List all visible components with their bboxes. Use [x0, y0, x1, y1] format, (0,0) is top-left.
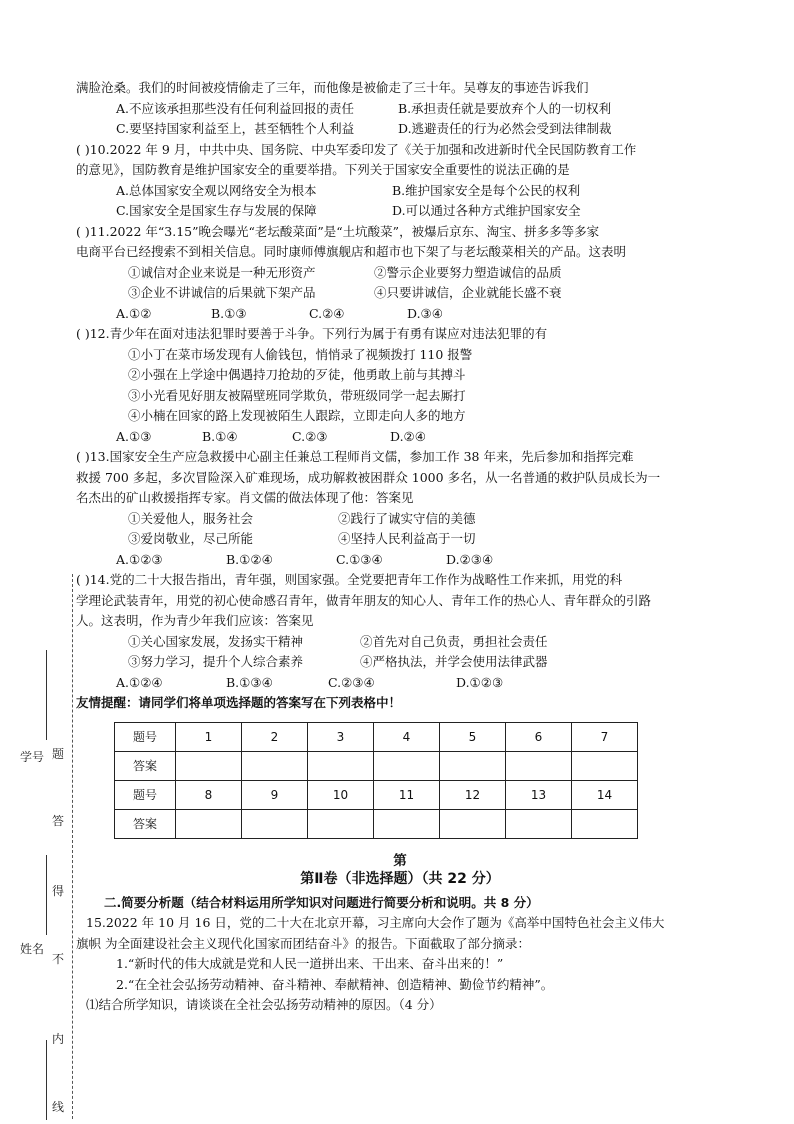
q9-options-row-1: [76, 99, 724, 120]
part2-title: 第Ⅱ卷（非选择题）（共 22 分）: [300, 870, 500, 887]
q9-options-row-2: [76, 119, 724, 140]
q14-statement-2: ②首先对自己负责，勇担社会责任: [360, 633, 548, 649]
seal-char: 答: [52, 814, 65, 828]
q15-subquestion-1: ⑴结合所学知识，请谈谈在全社会弘扬劳动精神的原因。（4 分）: [86, 997, 442, 1012]
answer-cell[interactable]: [308, 751, 374, 780]
q13-choice-d: D.②③④: [446, 551, 494, 567]
q13-stem-line-3: 名杰出的矿山救援指挥专家。肖文儒的做法体现了他：答案见: [76, 490, 414, 505]
q14-choice-c: C.②③④: [328, 674, 375, 690]
question-10: [76, 140, 724, 222]
question-12: [76, 324, 724, 447]
q11-statement-4: ④只要讲诚信，企业就能长盛不衰: [374, 285, 562, 300]
answer-cell[interactable]: [374, 809, 440, 838]
q11-stem-line-1: ( )11.2022 年“3.15”晚会曝光“老坛酸菜面”是“土坑酸菜”，被爆后京东、淘宝、拼多多等多家: [76, 223, 600, 239]
answer-table-number-row-1: [115, 722, 638, 751]
q14-choice-d: D.①②③: [456, 674, 504, 690]
exam-page: [76, 78, 724, 1016]
q12-statement-2: ②小强在上学途中偶遇持刀抢劫的歹徒，他勇敢上前与其搏斗: [128, 367, 466, 382]
answer-cell[interactable]: [308, 809, 374, 838]
q13-choice-c: C.①③④: [336, 551, 383, 567]
answer-cell[interactable]: [242, 751, 308, 780]
cell-number: 9: [242, 780, 308, 809]
q12-statement-3: ③小光看见好朋友被隔壁班同学欺负，带班级同学一起去厮打: [128, 387, 466, 403]
intro-line: 满脸沧桑。我们的时间被疫情偷走了三年，而他像是被偷走了三十年。吴尊友的事迹告诉我们: [76, 80, 589, 95]
q11-choice-c: C.②④: [309, 305, 345, 321]
seal-char: 得: [52, 884, 65, 898]
student-id-label: 学号: [20, 750, 45, 764]
cell-number: 10: [308, 780, 374, 809]
answer-cell[interactable]: [440, 809, 506, 838]
question-14: [76, 570, 724, 693]
seal-char: 不: [52, 952, 65, 966]
cell-number: 14: [572, 780, 638, 809]
q13-statement-1: ①关爱他人，服务社会: [128, 510, 254, 526]
q12-choice-a: A.①③: [116, 428, 152, 444]
cell-number: 8: [176, 780, 242, 809]
q13-choice-b: B.①②④: [226, 551, 273, 567]
extra-line: [46, 1040, 47, 1120]
name-line: [46, 855, 47, 935]
q14-choice-b: B.①③④: [226, 674, 273, 690]
question-13: [76, 447, 724, 570]
q15-point-2: 2.“在全社会弘扬劳动精神、奋斗精神、奉献精神、创造精神、勤俭节约精神”。: [116, 976, 554, 992]
q9-option-b: B.承担责任就是要放弃个人的一切权利: [398, 100, 612, 116]
q10-stem-line-2: 的意见》，国防教育是维护国家安全的重要举措。下列关于国家安全重要性的说法正确的是: [76, 162, 570, 177]
student-id-line: [46, 650, 47, 740]
q11-statement-1: ①诚信对企业来说是一种无形资产: [128, 264, 316, 280]
q10-option-d: D.可以通过各种方式维护国家安全: [392, 203, 581, 218]
answer-cell[interactable]: [572, 809, 638, 838]
cell-number: 13: [506, 780, 572, 809]
reminder-text: 友情提醒：请同学们将单项选择题的答案写在下列表格中！: [76, 695, 402, 710]
q10-option-c: C.国家安全是国家生存与发展的保障: [116, 203, 317, 218]
q14-stem-line-2: 学理论武装青年，用党的初心使命感召青年，做青年朋友的知心人、青年工作的热心人、青年群众的引路: [76, 592, 652, 608]
answer-cell[interactable]: [242, 809, 308, 838]
section2-heading: 二.简要分析题（结合材料运用所学知识对问题进行简要分析和说明。共 8 分）: [104, 894, 539, 910]
q12-choice-d: D.②④: [390, 428, 426, 444]
q11-stem-line-2: 电商平台已经搜索不到相关信息。同时康师傅旗舰店和超市也下架了与老坛酸菜相关的产品。这表明: [76, 244, 627, 259]
q13-statement-2: ②践行了诚实守信的美德: [338, 510, 476, 526]
cell-number: 6: [506, 722, 572, 751]
answer-cell[interactable]: [506, 751, 572, 780]
seal-char: 内: [52, 1032, 65, 1046]
q14-stem-line-1: ( )14.党的二十大报告指出，青年强，则国家强。全党要把青年工作作为战略性工作来抓，用党的科: [76, 572, 623, 587]
cell-number: 11: [374, 780, 440, 809]
seal-char: 线: [52, 1100, 65, 1114]
answer-cell[interactable]: [572, 751, 638, 780]
q13-stem-line-2: 救援 700 多起，多次冒险深入矿难现场，成功解救被困群众 1000 多名，从一名普通的救护队员成长为一: [76, 469, 661, 485]
q13-choice-a: A.①②③: [116, 551, 163, 567]
q10-option-b: B.维护国家安全是每个公民的权利: [392, 182, 581, 198]
cell-number: 3: [308, 722, 374, 751]
answer-cell[interactable]: [176, 809, 242, 838]
q13-statement-3: ③爱岗敬业，尽己所能: [128, 531, 254, 546]
q14-stem-line-3: 人。这表明，作为青少年我们应该：答案见: [76, 613, 314, 628]
q14-statement-4: ④严格执法，并学会使用法律武器: [360, 654, 548, 669]
question-11: [76, 222, 724, 325]
q12-choice-b: B.①④: [202, 428, 238, 444]
row-label-number: 题号: [115, 780, 176, 809]
answer-table-answer-row-2: [115, 809, 638, 838]
q10-stem-line-1: ( )10.2022 年 9 月，中共中央、国务院、中央军委印发了《关于加强和改进新时代全民国防教育工作: [76, 141, 637, 157]
q15-point-1: 1.“新时代的伟大成就是党和人民一道拼出来、干出来、奋斗出来的！”: [116, 956, 504, 971]
cell-number: 12: [440, 780, 506, 809]
q9-option-d: D.逃避责任的行为必然会受到法律制裁: [398, 121, 612, 136]
binding-dashed-line: [72, 574, 73, 1119]
q11-choice-b: B.①③: [211, 305, 247, 321]
q9-option-a: A.不应该承担那些没有任何利益回报的责任: [116, 100, 355, 116]
name-label: 姓名: [20, 942, 45, 956]
q12-statement-1: ①小丁在菜市场发现有人偷钱包，悄悄录了视频拨打 110 报警: [128, 346, 473, 362]
q14-choice-a: A.①②④: [116, 674, 163, 690]
answer-cell[interactable]: [374, 751, 440, 780]
answer-table: [114, 722, 638, 839]
q10-option-a: A.总体国家安全观以网络安全为根本: [116, 182, 317, 198]
q13-statement-4: ④坚持人民利益高于一切: [338, 531, 476, 546]
q9-option-c: C.要坚持国家利益至上，甚至牺牲个人利益: [116, 121, 355, 136]
part-label-char: 第: [393, 852, 407, 869]
q15-stem-line-1: 15.2022 年 10 月 16 日，党的二十大在北京开幕，习主席向大会作了题为《高举中国特色社会主义伟大: [86, 915, 665, 930]
answer-cell[interactable]: [506, 809, 572, 838]
q11-statement-2: ②警示企业要努力塑造诚信的品质: [374, 264, 562, 280]
q15-stem-line-2: 旗帜 为全面建设社会主义现代化国家而团结奋斗》的报告。下面截取了部分摘录：: [76, 935, 530, 951]
cell-number: 5: [440, 722, 506, 751]
answer-table-answer-row-1: [115, 751, 638, 780]
q12-stem-line-1: ( )12.青少年在面对违法犯罪时要善于斗争。下列行为属于有勇有谋应对违法犯罪的有: [76, 326, 548, 341]
answer-cell[interactable]: [176, 751, 242, 780]
row-label-answer: 答案: [115, 809, 176, 838]
q12-statement-4: ④小楠在回家的路上发现被陌生人跟踪，立即走向人多的地方: [128, 408, 466, 423]
row-label-answer: 答案: [115, 751, 176, 780]
seal-char: 题: [52, 747, 65, 761]
q12-choice-c: C.②③: [292, 428, 328, 444]
question-15: [76, 913, 724, 1016]
q14-statement-1: ①关心国家发展，发扬实干精神: [128, 633, 304, 649]
q11-choice-a: A.①②: [116, 305, 152, 321]
cell-number: 2: [242, 722, 308, 751]
q14-statement-3: ③努力学习，提升个人综合素养: [128, 654, 304, 669]
row-label-number: 题号: [115, 722, 176, 751]
answer-cell[interactable]: [440, 751, 506, 780]
q11-choice-d: D.③④: [407, 305, 443, 321]
cell-number: 7: [572, 722, 638, 751]
cell-number: 4: [374, 722, 440, 751]
cell-number: 1: [176, 722, 242, 751]
q13-stem-line-1: ( )13.国家安全生产应急救援中心副主任兼总工程师肖文儒，参加工作 38 年来，先后参加和指挥完难: [76, 449, 634, 464]
answer-table-number-row-2: [115, 780, 638, 809]
q11-statement-3: ③企业不讲诚信的后果就下架产品: [128, 285, 316, 300]
